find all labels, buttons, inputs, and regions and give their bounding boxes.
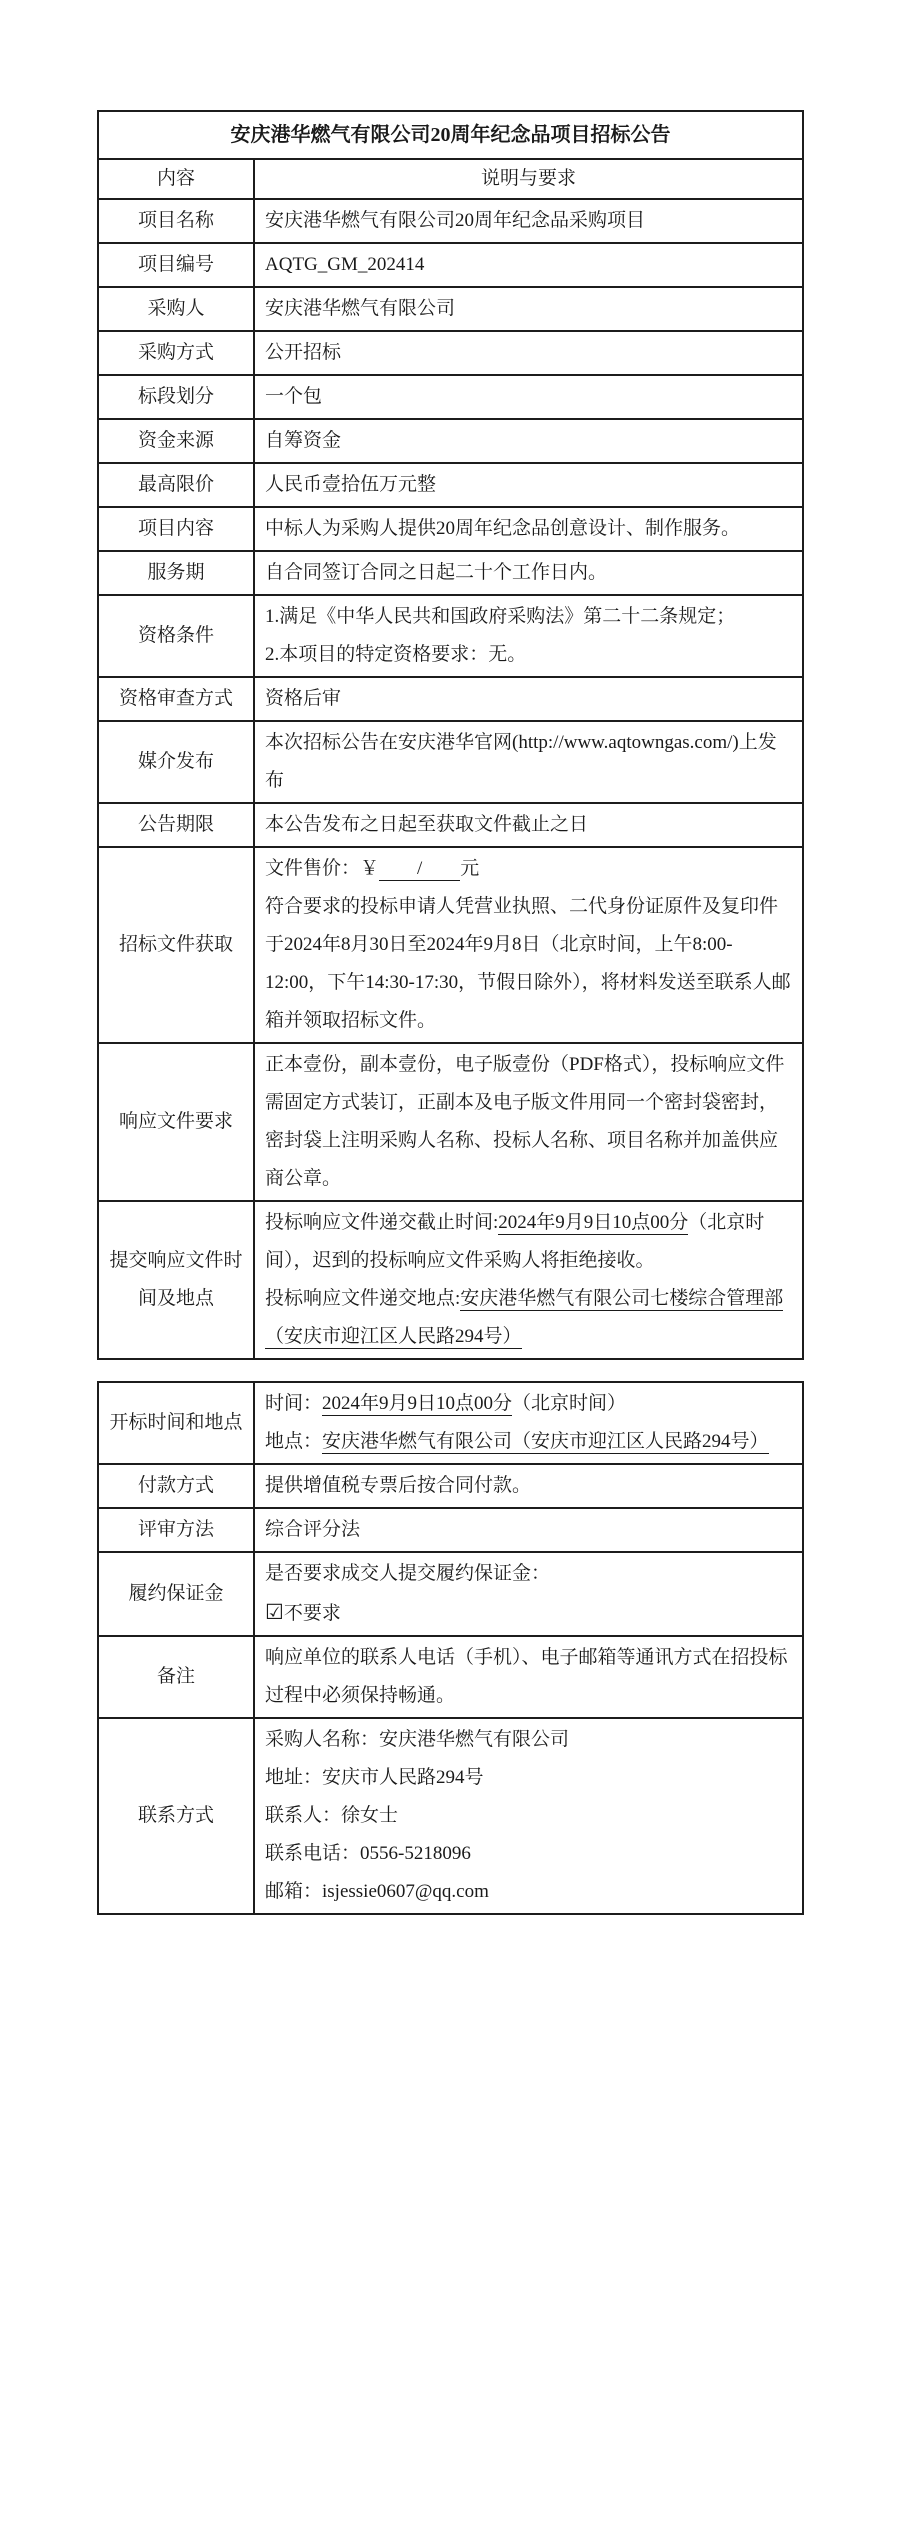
document-title: 安庆港华燃气有限公司20周年纪念品项目招标公告 (98, 111, 803, 159)
table-row (98, 507, 803, 551)
row-label: 媒介发布 (98, 721, 254, 803)
table-row (98, 677, 803, 721)
row-value (254, 721, 803, 803)
row-label: 响应文件要求 (98, 1043, 254, 1201)
table-row (98, 803, 803, 847)
text-line (265, 1639, 792, 1715)
tender-announcement-table-body (98, 111, 803, 1359)
text-segment: 联系电话：0556-5218096 (265, 1843, 471, 1864)
text-line (265, 850, 792, 888)
text-segment: 是否要求成交人提交履约保证金： (265, 1563, 551, 1584)
table-row (98, 199, 803, 243)
text-segment: 人民币壹拾伍万元整 (265, 474, 437, 495)
text-line (265, 1593, 792, 1633)
table-row (98, 847, 803, 1043)
text-line (265, 1385, 792, 1423)
checked-checkbox-icon: ☑ (265, 1600, 284, 1624)
row-value (254, 1043, 803, 1201)
text-line (265, 1423, 792, 1461)
row-value (254, 551, 803, 595)
row-label: 联系方式 (98, 1718, 254, 1914)
row-value (254, 1508, 803, 1552)
row-label: 履约保证金 (98, 1552, 254, 1636)
text-segment: / (379, 858, 461, 879)
text-segment: 采购人名称：安庆港华燃气有限公司 (265, 1729, 570, 1750)
text-line (265, 334, 792, 372)
text-line (265, 680, 792, 718)
table-row (98, 1382, 803, 1464)
row-label: 项目编号 (98, 243, 254, 287)
text-segment: （北京时间），迟到的投标响应文件采购人将拒绝接收。 (265, 1212, 765, 1271)
row-label: 评审方法 (98, 1508, 254, 1552)
row-value (254, 1552, 803, 1636)
column-header-content: 内容 (98, 159, 254, 199)
tender-announcement-table (97, 110, 804, 1360)
table-row (98, 551, 803, 595)
table-row (98, 287, 803, 331)
text-segment: 符合要求的投标申请人凭营业执照、二代身份证原件及复印件于2024年8月30日至2024年9月8日（北京时间，上午8:00-12:00，下午14:30-17:30，节假日除外），将材料发送至联系人邮箱并领取招标文件。 (265, 896, 791, 1031)
text-line (265, 554, 792, 592)
text-line (265, 1873, 792, 1911)
table-row (98, 243, 803, 287)
text-line (265, 1797, 792, 1835)
text-segment: 投标响应文件递交地点: (265, 1288, 461, 1309)
row-value (254, 1718, 803, 1914)
text-segment: 1.满足《中华人民共和国政府采购法》第二十二条规定； (265, 606, 736, 627)
table-row (98, 1043, 803, 1201)
column-header-requirements: 说明与要求 (254, 159, 803, 199)
row-label: 资格审查方式 (98, 677, 254, 721)
column-header-row (98, 159, 803, 199)
text-segment: 2024年9月9日10点00分 (498, 1212, 689, 1233)
table-row (98, 375, 803, 419)
text-segment: 投标响应文件递交截止时间: (265, 1212, 499, 1233)
row-value (254, 243, 803, 287)
text-line (265, 1280, 792, 1356)
text-segment: 不要求 (283, 1603, 341, 1624)
table-row (98, 1508, 803, 1552)
row-value (254, 1464, 803, 1508)
text-line (265, 1555, 792, 1593)
table-row (98, 331, 803, 375)
text-segment: （北京时间） (512, 1393, 627, 1414)
text-segment: 2024年9月9日10点00分 (322, 1393, 513, 1414)
row-label: 项目内容 (98, 507, 254, 551)
text-segment: 邮箱：isjessie0607@qq.com (265, 1881, 489, 1902)
row-label: 公告期限 (98, 803, 254, 847)
row-label: 服务期 (98, 551, 254, 595)
row-label: 资金来源 (98, 419, 254, 463)
row-value (254, 507, 803, 551)
text-segment: 综合评分法 (265, 1519, 361, 1540)
row-label: 资格条件 (98, 595, 254, 677)
row-value (254, 463, 803, 507)
text-segment: 本次招标公告在安庆港华官网(http://www.aqtowngas.com/)上发布 (265, 732, 777, 791)
text-segment: 安庆港华燃气有限公司（安庆市迎江区人民路294号） (322, 1431, 769, 1452)
table-row (98, 1552, 803, 1636)
row-label: 付款方式 (98, 1464, 254, 1508)
text-segment: 资格后审 (265, 688, 342, 709)
text-segment: 2.本项目的特定资格要求：无。 (265, 644, 527, 665)
row-value (254, 677, 803, 721)
row-value (254, 287, 803, 331)
text-line (265, 598, 792, 636)
text-segment: 一个包 (265, 386, 323, 407)
row-label: 招标文件获取 (98, 847, 254, 1043)
text-line (265, 724, 792, 800)
row-label: 备注 (98, 1636, 254, 1718)
text-line (265, 1467, 792, 1505)
text-line (265, 888, 792, 1040)
table-row (98, 1464, 803, 1508)
row-value (254, 419, 803, 463)
row-label: 开标时间和地点 (98, 1382, 254, 1464)
text-segment: 元 (460, 858, 480, 879)
row-label: 采购方式 (98, 331, 254, 375)
text-line (265, 246, 792, 284)
text-segment: 文件售价：￥ (265, 858, 380, 879)
row-label: 最高限价 (98, 463, 254, 507)
table-row (98, 1718, 803, 1914)
row-value (254, 803, 803, 847)
text-line (265, 510, 792, 548)
text-segment: 自筹资金 (265, 430, 342, 451)
text-segment: AQTG_GM_202414 (265, 254, 425, 275)
text-line (265, 1721, 792, 1759)
text-line (265, 290, 792, 328)
text-segment: 中标人为采购人提供20周年纪念品创意设计、制作服务。 (265, 518, 741, 539)
row-value (254, 847, 803, 1043)
text-line (265, 806, 792, 844)
row-label: 采购人 (98, 287, 254, 331)
table-row (98, 1636, 803, 1718)
row-value (254, 1201, 803, 1359)
text-segment: 安庆港华燃气有限公司20周年纪念品采购项目 (265, 210, 646, 231)
row-value (254, 595, 803, 677)
text-line (265, 202, 792, 240)
text-segment: 地点： (265, 1431, 323, 1452)
title-row (98, 111, 803, 159)
table-row (98, 595, 803, 677)
text-segment: 时间： (265, 1393, 323, 1414)
text-segment: 公开招标 (265, 342, 342, 363)
bid-opening-details-table-body (98, 1382, 803, 1914)
text-segment: 地址：安庆市人民路294号 (265, 1767, 484, 1788)
text-segment: 安庆港华燃气有限公司七楼综合管理部（安庆市迎江区人民路294号） (265, 1288, 784, 1347)
table-row (98, 463, 803, 507)
text-line (265, 636, 792, 674)
row-value (254, 375, 803, 419)
text-line (265, 378, 792, 416)
row-value (254, 1636, 803, 1718)
row-label: 项目名称 (98, 199, 254, 243)
row-value (254, 1382, 803, 1464)
text-segment: 响应单位的联系人电话（手机）、电子邮箱等通讯方式在招投标过程中必须保持畅通。 (265, 1647, 788, 1706)
table-row (98, 1201, 803, 1359)
bid-opening-details-table (97, 1381, 804, 1915)
text-line (265, 1759, 792, 1797)
text-line (265, 1835, 792, 1873)
text-line (265, 1511, 792, 1549)
text-segment: 提供增值税专票后按合同付款。 (265, 1475, 532, 1496)
text-line (265, 1046, 792, 1198)
text-segment: 安庆港华燃气有限公司 (265, 298, 456, 319)
row-value (254, 331, 803, 375)
text-line (265, 422, 792, 460)
table-row (98, 721, 803, 803)
row-label: 标段划分 (98, 375, 254, 419)
table-row (98, 419, 803, 463)
text-segment: 联系人：徐女士 (265, 1805, 399, 1826)
text-segment: 本公告发布之日起至获取文件截止之日 (265, 814, 589, 835)
text-line (265, 466, 792, 504)
row-label: 提交响应文件时间及地点 (98, 1201, 254, 1359)
text-segment: 正本壹份，副本壹份，电子版壹份（PDF格式），投标响应文件需固定方式装订，正副本及电子版文件用同一个密封袋密封，密封袋上注明采购人名称、投标人名称、项目名称并加盖供应商公章。 (265, 1054, 785, 1189)
text-line (265, 1204, 792, 1280)
row-value (254, 199, 803, 243)
text-segment: 自合同签订合同之日起二十个工作日内。 (265, 562, 608, 583)
